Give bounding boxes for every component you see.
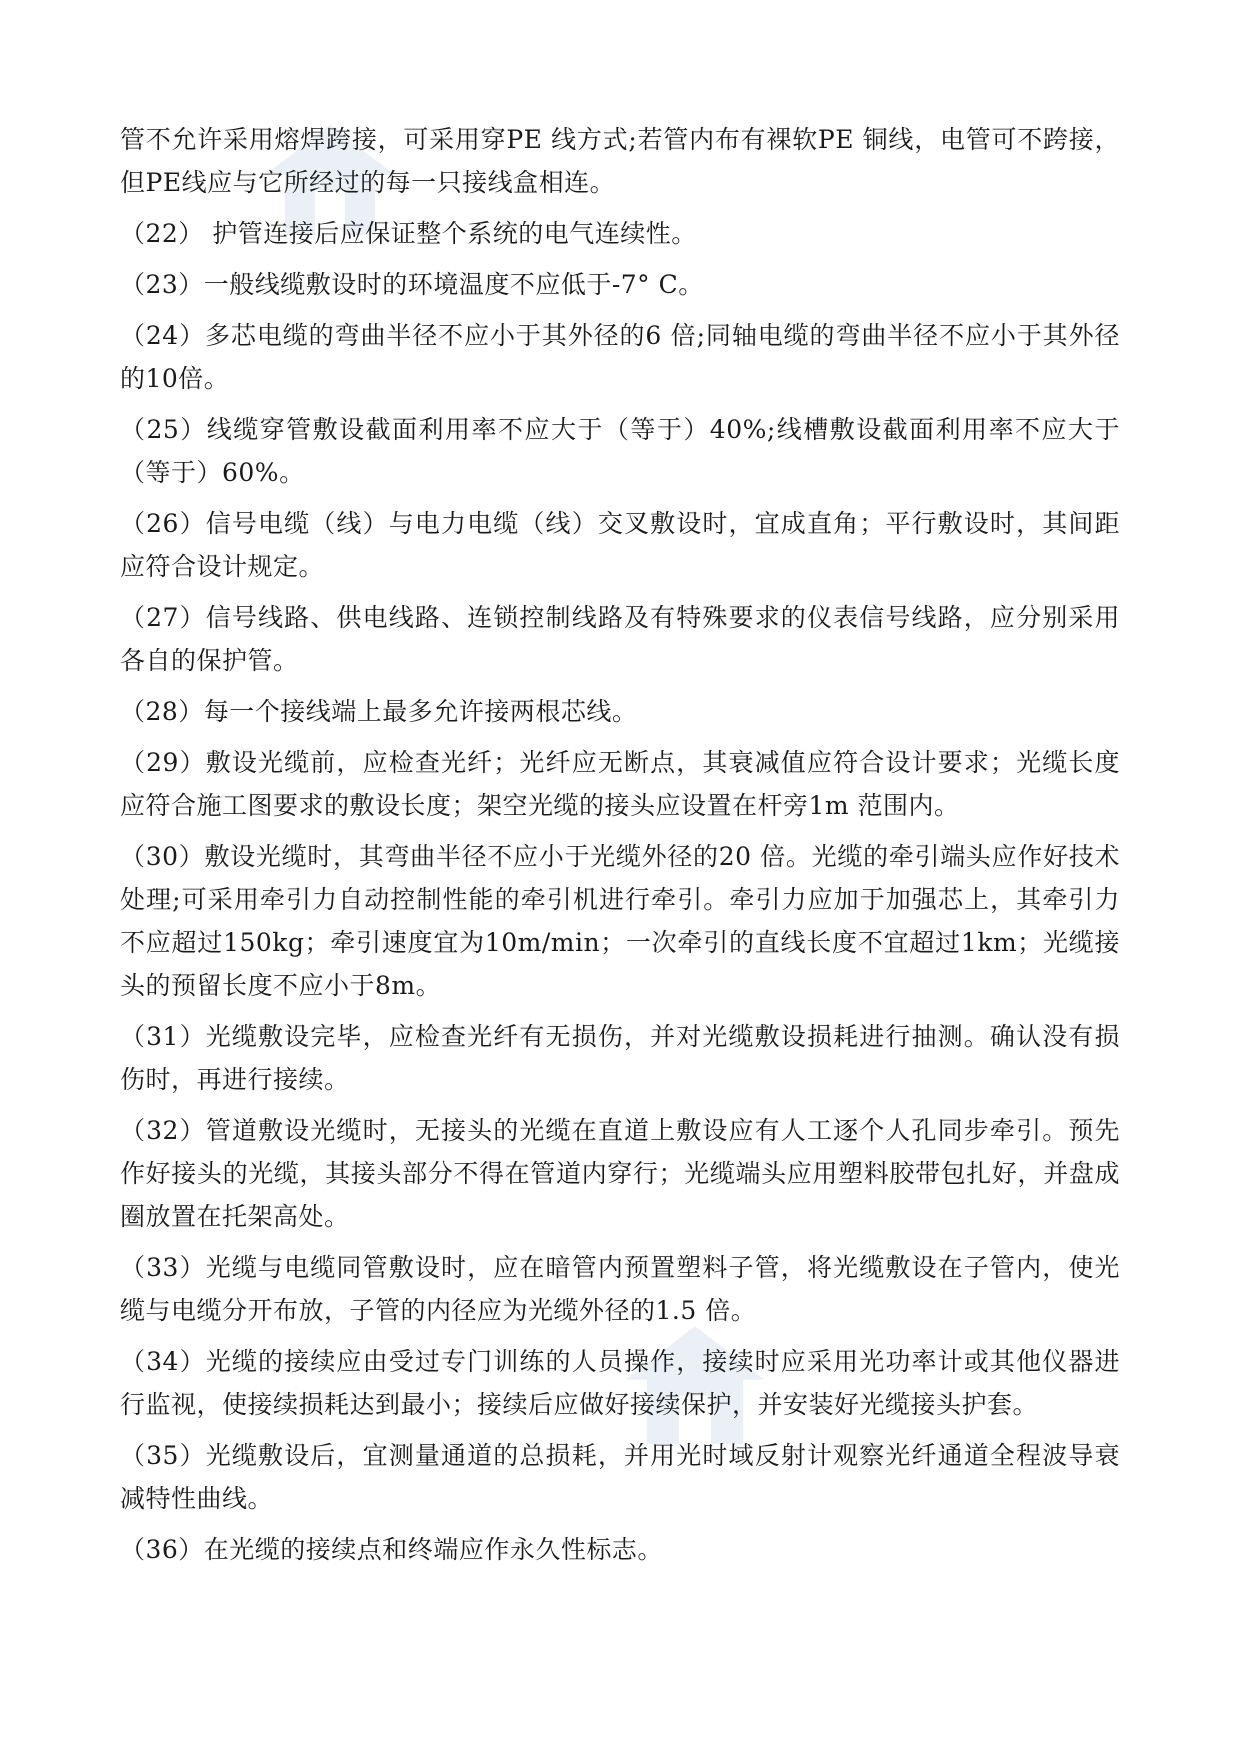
document-body: [120, 118, 1120, 1579]
paragraph-33: （33）光缆与电缆同管敷设时，应在暗管内预置塑料子管，将光缆敷设在子管内，使光缆与电缆分开布放，子管的内径应为光缆外径的1.5 倍。: [120, 1253, 1120, 1325]
paragraph-31: （31）光缆敷设完毕，应检查光纤有无损伤，并对光缆敷设损耗进行抽测。确认没有损伤时，再进行接续。: [120, 1022, 1120, 1094]
paragraph-26: （26）信号电缆（线）与电力电缆（线）交叉敷设时，宜成直角；平行敷设时，其间距应符合设计规定。: [120, 509, 1120, 581]
paragraph-23: （23）一般线缆敷设时的环境温度不应低于-7° C。: [120, 270, 704, 299]
paragraph-35: （35）光缆敷设后，宜测量通道的总损耗，并用光时域反射计观察光纤通道全程波导衰减特性曲线。: [120, 1441, 1120, 1513]
paragraph-24: （24）多芯电缆的弯曲半径不应小于其外径的6 倍;同轴电缆的弯曲半径不应小于其外径的10倍。: [120, 321, 1120, 393]
paragraph-22: （22） 护管连接后应保证整个系统的电气连续性。: [120, 219, 697, 248]
paragraph-34: （34）光缆的接续应由受过专门训练的人员操作，接续时应采用光功率计或其他仪器进行监视，使接续损耗达到最小；接续后应做好接续保护，并安装好光缆接头护套。: [120, 1347, 1120, 1419]
paragraph-continuation: 管不允许采用熔焊跨接，可采用穿PE 线方式;若管内布有裸软PE 铜线，电管可不跨接，但PE线应与它所经过的每一只接线盒相连。: [120, 125, 1120, 197]
paragraph-36: （36）在光缆的接续点和终端应作永久性标志。: [120, 1535, 663, 1564]
paragraph-30: （30）敷设光缆时，其弯曲半径不应小于光缆外径的20 倍。光缆的牵引端头应作好技术处理;可采用牵引力自动控制性能的牵引机进行牵引。牵引力应加于加强芯上，其牵引力不应超过150kg；牵引速度宜为10m/min；一次牵引的直线长度不宜超过1km；光缆接头的预留长度不应小于8m。: [120, 842, 1120, 1000]
paragraph-29: （29）敷设光缆前，应检查光纤；光纤应无断点，其衰减值应符合设计要求；光缆长度应符合施工图要求的敷设长度；架空光缆的接头应设置在杆旁1m 范围内。: [120, 748, 1120, 820]
paragraph-25: （25）线缆穿管敷设截面利用率不应大于（等于）40%;线槽敷设截面利用率不应大于（等于）60%。: [120, 415, 1120, 487]
paragraph-27: （27）信号线路、供电线路、连锁控制线路及有特殊要求的仪表信号线路，应分别采用各自的保护管。: [120, 603, 1120, 675]
paragraph-32: （32）管道敷设光缆时，无接头的光缆在直道上敷设应有人工逐个人孔同步牵引。预先作好接头的光缆，其接头部分不得在管道内穿行；光缆端头应用塑料胶带包扎好，并盘成圈放置在托架高处。: [120, 1116, 1120, 1231]
paragraph-28: （28）每一个接线端上最多允许接两根芯线。: [120, 697, 638, 726]
